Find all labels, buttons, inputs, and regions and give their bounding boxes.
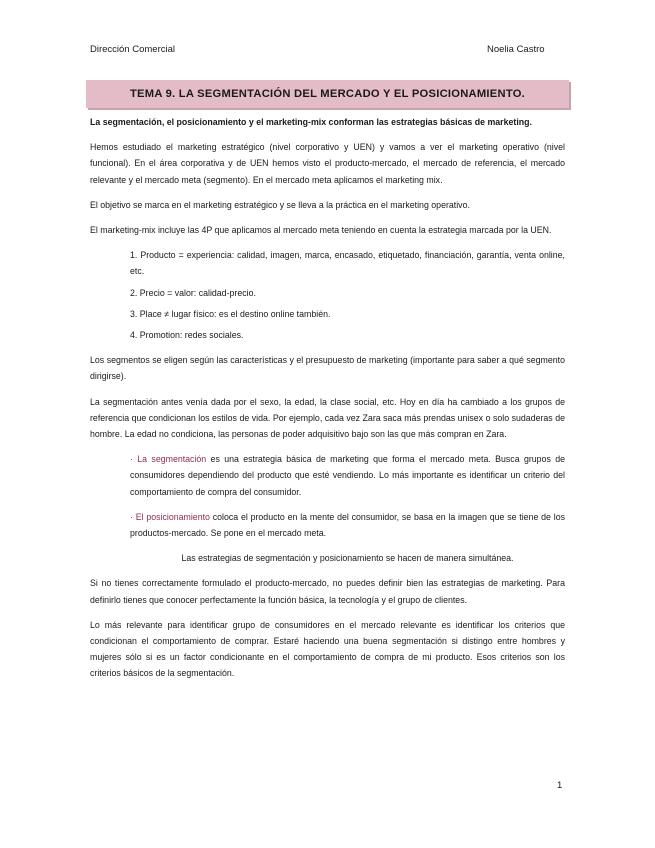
paragraph-objective: El objetivo se marca en el marketing estratégico y se lleva a la práctica en el marketing operativo. xyxy=(90,199,470,210)
list-item: 4. Promotion: redes sociales. xyxy=(130,330,244,341)
definition-positioning xyxy=(130,509,565,541)
header-right: Noelia Castro xyxy=(487,44,545,55)
paragraph-product-market: Si no tienes correctamente formulado el producto-mercado, no puedes definir bien las estrategias de marketing. Para definirlo tienes que conocer perfectamente la función básica, la tecnología y el grupo de clientes. xyxy=(90,578,565,605)
paragraph-marketing-levels: Hemos estudiado el marketing estratégico (nivel corporativo y UEN) y vamos a ver el marketing operativo (nivel funcional). En el área corporativa y de UEN hemos visto el producto-mercado, el mercado de referencia, el mercado relevante y el mercado meta (segmento). En el mercado meta aplicamos el marketing mix. xyxy=(90,142,565,185)
term-segmentation: · La segmentación xyxy=(130,454,207,465)
paragraph-simultaneous: Las estrategias de segmentación y posicionamiento se hacen de manera simultánea. xyxy=(181,553,514,564)
page-number: 1 xyxy=(557,780,563,791)
list-item: 3. Place ≠ lugar físico: es el destino online también. xyxy=(130,308,331,319)
header-left: Dirección Comercial xyxy=(90,44,175,55)
title-banner xyxy=(86,80,569,108)
page-title: TEMA 9. LA SEGMENTACIÓN DEL MERCADO Y EL POSICIONAMIENTO. xyxy=(129,88,526,100)
four-p-list xyxy=(130,247,565,343)
document-body xyxy=(90,114,565,691)
paragraph-zara-example: La segmentación antes venía dada por el sexo, la edad, la clase social, etc. Hoy en día ha cambiado a los grupos de referencia que condicionan los estilos de vida. Por ejemplo, cada vez Zara saca más prendas unisex o solo sudaderas de hombre. La edad no condiciona, las personas de poder adquisitivo bajo son las que más compran en Zara. xyxy=(90,396,565,440)
paragraph-segments: Los segmentos se eligen según las características y el presupuesto de marketing (importante para saber a qué segmento dirigirse). xyxy=(90,355,565,382)
list-item: 2. Precio = valor: calidad-precio. xyxy=(130,287,256,298)
definition-text: coloca el producto en la mente del consumidor, se basa en la imagen que se tiene de los productos-mercado. Se pone en el mercado meta. xyxy=(130,511,565,539)
definition-segmentation xyxy=(130,451,565,500)
term-positioning: · El posicionamiento xyxy=(130,511,210,522)
list-item: 1. Producto = experiencia: calidad, imagen, marca, encasado, etiquetado, financiación, garantía, venta online, etc. xyxy=(130,250,565,277)
definition-text: es una estrategia básica de marketing que forma el mercado meta. Busca grupos de consumidores dependiendo del producto que esté vendiendo. Lo más importante es identificar un criterio del comportamiento de compra del consumidor. xyxy=(130,454,565,497)
paragraph-intro: La segmentación, el posicionamiento y el marketing-mix conforman las estrategias básicas de marketing. xyxy=(90,117,532,127)
paragraph-criteria: Lo más relevante para identificar grupo de consumidores en el mercado relevante es identificar los criterios que condicionan el comportamiento de comprar. Estaré haciendo una buena segmentación si distingo entre hombres y mujeres sólo si es un factor condicionante en el comportamiento de compra de mi producto. Esos criterios son los criterios básicos de la segmentación. xyxy=(90,619,565,679)
paragraph-marketing-mix: El marketing-mix incluye las 4P que aplicamos al mercado meta teniendo en cuenta la estrategia marcada por la UEN. xyxy=(90,225,552,236)
